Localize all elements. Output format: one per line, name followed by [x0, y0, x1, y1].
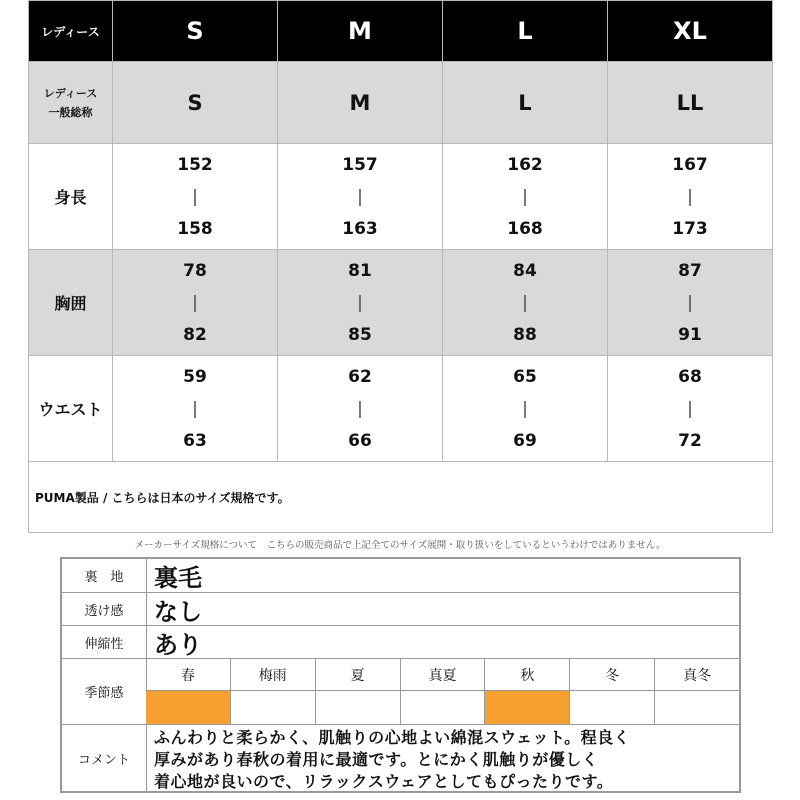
waist-s: 59 | 63: [113, 356, 278, 462]
lining-row: [62, 559, 739, 593]
sheer-label: 透け感: [62, 593, 147, 625]
season-3: [401, 659, 486, 724]
general-size-label: レディース 一般総称: [29, 62, 113, 144]
season-name: 夏: [316, 659, 400, 691]
size-note-row: [29, 462, 773, 533]
season-indicator: [316, 691, 400, 724]
season-1: [231, 659, 316, 724]
height-m: 157 | 163: [278, 144, 443, 250]
stretch-value: あり: [154, 630, 202, 659]
height-xl: 167 | 173: [608, 144, 773, 250]
sheer-value: なし: [154, 597, 202, 626]
season-indicator: [570, 691, 654, 724]
season-indicator: [231, 691, 315, 724]
sheer-row: [62, 593, 739, 626]
size-table: [28, 0, 773, 533]
comment-label: コメント: [62, 725, 147, 791]
general-size-s: S: [113, 62, 278, 144]
general-size-ll: LL: [608, 62, 773, 144]
waist-l: 65 | 69: [443, 356, 608, 462]
header-row: [29, 1, 773, 62]
season-indicator-active: [146, 691, 230, 724]
height-l: 162 | 168: [443, 144, 608, 250]
season-indicator: [655, 691, 739, 724]
waist-m: 62 | 66: [278, 356, 443, 462]
attributes-table: [60, 557, 741, 793]
season-label: 季節感: [62, 659, 147, 724]
general-size-row: [29, 62, 773, 144]
size-note: PUMA製品 / こちらは日本のサイズ規格です。: [29, 462, 773, 533]
bust-s: 78 | 82: [113, 250, 278, 356]
size-s-header: S: [113, 1, 278, 62]
lining-label: 裏 地: [62, 559, 147, 592]
season-grid: [146, 659, 739, 724]
size-disclaimer: メーカーサイズ規格について こちらの販売商品で上記全てのサイズ展開・取り扱いをしているというわけではありません。: [134, 540, 666, 551]
stretch-row: [62, 626, 739, 659]
general-size-m: M: [278, 62, 443, 144]
waist-row: [29, 356, 773, 462]
season-6: [655, 659, 739, 724]
size-xl-header: XL: [608, 1, 773, 62]
season-5: [570, 659, 655, 724]
season-name: 秋: [485, 659, 569, 691]
season-2: [316, 659, 401, 724]
header-label: レディース: [29, 1, 113, 62]
season-name: 冬: [570, 659, 654, 691]
bust-m: 81 | 85: [278, 250, 443, 356]
height-label: 身長: [29, 144, 113, 250]
season-row: [62, 659, 739, 725]
season-4: [485, 659, 570, 724]
season-name: 梅雨: [231, 659, 315, 691]
season-name: 真冬: [655, 659, 739, 691]
waist-xl: 68 | 72: [608, 356, 773, 462]
bust-l: 84 | 88: [443, 250, 608, 356]
season-0: [146, 659, 231, 724]
season-name: 春: [146, 659, 230, 691]
bust-row: [29, 250, 773, 356]
waist-label: ウエスト: [29, 356, 113, 462]
season-indicator: [401, 691, 485, 724]
comment-text: ふんわりと柔らかく、肌触りの心地よい綿混スウェット。程良く 厚みがあり春秋の着用に最適です。とにかく肌触りが優しく 着心地が良いので、リラックスウェアとしてもぴったりです。: [154, 728, 631, 791]
height-row: [29, 144, 773, 250]
season-name: 真夏: [401, 659, 485, 691]
stretch-label: 伸縮性: [62, 626, 147, 658]
height-s: 152 | 158: [113, 144, 278, 250]
size-m-header: M: [278, 1, 443, 62]
size-l-header: L: [443, 1, 608, 62]
general-size-l: L: [443, 62, 608, 144]
season-indicator-active: [485, 691, 569, 724]
comment-row: [62, 725, 739, 791]
bust-label: 胸囲: [29, 250, 113, 356]
lining-value: 裏毛: [154, 564, 202, 592]
bust-xl: 87 | 91: [608, 250, 773, 356]
